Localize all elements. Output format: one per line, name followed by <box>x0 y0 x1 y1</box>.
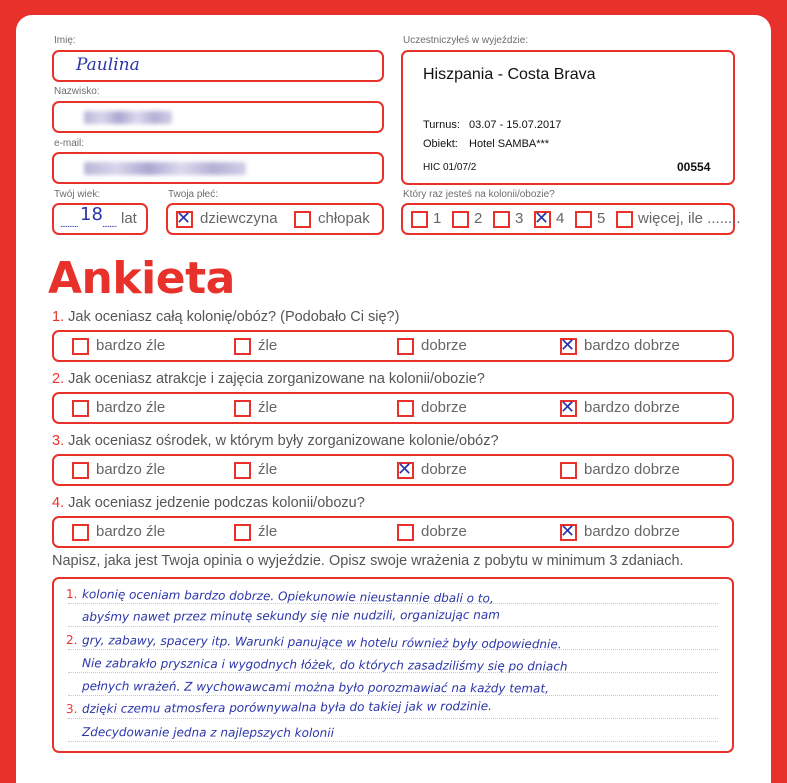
answer-checkbox-very-bad[interactable] <box>72 524 89 541</box>
check-mark-icon: ✕ <box>560 335 576 356</box>
question-number: 1. <box>52 309 65 325</box>
trip-box <box>401 50 735 185</box>
turnus-label: Turnus: <box>423 119 460 131</box>
question-number: 3. <box>52 433 65 449</box>
answer-checkbox-good[interactable] <box>397 524 414 541</box>
answer-option-bad: źle <box>258 337 278 354</box>
answer-row-4 <box>52 516 734 548</box>
answer-option-bad: źle <box>258 523 278 540</box>
answer-checkbox-bad[interactable] <box>234 400 251 417</box>
gender-label: Twoja płeć: <box>168 189 219 200</box>
surname-field[interactable] <box>52 101 384 133</box>
opinion-line-text: Nie zabrakło prysznica i wygodnych łóżek, do których zasadziliśmy się po dniach <box>81 656 568 674</box>
answer-checkbox-good[interactable] <box>397 459 414 480</box>
age-field[interactable] <box>52 203 148 235</box>
answer-row-1 <box>52 330 734 362</box>
opinion-line-text: gry, zabawy, spacery itp. Warunki panujące w hotelu również były odpowiednie. <box>81 633 562 652</box>
times-checkbox-more[interactable] <box>616 211 633 228</box>
trip-label: Uczestniczyłeś w wyjeździe: <box>403 35 529 46</box>
redacted-surname <box>84 111 172 124</box>
answer-option-good: dobrze <box>421 523 467 540</box>
age-label: Twój wiek: <box>54 189 101 200</box>
opinion-line-text: Zdecydowanie jedna z najlepszych kolonii <box>81 725 334 740</box>
opinion-line-text: kolonię oceniam bardzo dobrze. Opiekunowie nieustannie dbali o to, <box>81 587 494 606</box>
answer-row-2 <box>52 392 734 424</box>
times-checkbox-5[interactable] <box>575 211 592 228</box>
trip-code: HIC 01/07/2 <box>423 162 477 173</box>
check-mark-icon: ✕ <box>534 208 550 229</box>
times-label: Który raz jesteś na kolonii/obozie? <box>403 189 555 200</box>
question-text: Jak oceniasz całą kolonię/obóz? (Podobało Ci się?) <box>68 309 400 325</box>
age-dots: .......... <box>60 219 78 230</box>
question-number: 2. <box>52 371 65 387</box>
times-option-4: 4 <box>556 210 565 227</box>
name-label: Imię: <box>54 35 76 46</box>
times-checkbox-4[interactable] <box>534 208 551 229</box>
times-option-2: 2 <box>474 210 483 227</box>
opinion-line-2 <box>66 608 500 624</box>
check-mark-icon: ✕ <box>560 397 576 418</box>
question-number: 4. <box>52 495 65 511</box>
answer-row-3 <box>52 454 734 486</box>
age-unit: lat <box>121 210 137 227</box>
answer-checkbox-very-bad[interactable] <box>72 400 89 417</box>
answer-option-good: dobrze <box>421 399 467 416</box>
answer-option-very-bad: bardzo źle <box>96 337 166 354</box>
trip-destination: Hiszpania - Costa Brava <box>423 66 596 83</box>
times-checkbox-2[interactable] <box>452 211 469 228</box>
opinion-line-text: dzięki czemu atmosfera porównywalna była do takiej jak w rodzinie. <box>81 699 492 716</box>
writing-line <box>68 626 718 627</box>
gender-field <box>166 203 384 235</box>
answer-option-very-good: bardzo dobrze <box>584 337 680 354</box>
times-option-3: 3 <box>515 210 524 227</box>
opinion-prompt: Napisz, jaka jest Twoja opinia o wyjeździe. Opisz swoje wrażenia z pobytu w minimum 3 zdaniach. <box>52 553 684 569</box>
name-field[interactable] <box>52 50 384 82</box>
survey-title: Ankieta <box>48 253 235 304</box>
opinion-line-4 <box>66 656 568 674</box>
survey-sheet <box>16 15 771 783</box>
answer-checkbox-good[interactable] <box>397 338 414 355</box>
name-value: Paulina <box>76 55 140 75</box>
answer-checkbox-very-good[interactable] <box>560 335 577 356</box>
answer-option-very-good: bardzo dobrze <box>584 461 680 478</box>
answer-option-very-bad: bardzo źle <box>96 523 166 540</box>
question-2 <box>52 371 485 387</box>
answer-option-good: dobrze <box>421 337 467 354</box>
age-trailing-dots: ........ <box>102 219 117 230</box>
gender-checkbox-boy[interactable] <box>294 211 311 228</box>
gender-option-girl: dziewczyna <box>200 210 278 227</box>
answer-checkbox-very-good[interactable] <box>560 521 577 542</box>
answer-option-very-good: bardzo dobrze <box>584 523 680 540</box>
answer-checkbox-good[interactable] <box>397 400 414 417</box>
question-text: Jak oceniasz jedzenie podczas kolonii/obozu? <box>68 495 365 511</box>
writing-line <box>68 741 718 742</box>
question-text: Jak oceniasz atrakcje i zajęcia zorganizowane na kolonii/obozie? <box>68 371 485 387</box>
opinion-line-number: 1. <box>65 587 78 602</box>
object-label: Obiekt: <box>423 138 458 150</box>
age-value: 18 <box>80 204 103 225</box>
opinion-line-number: 3. <box>65 701 78 716</box>
answer-checkbox-bad[interactable] <box>234 524 251 541</box>
turnus-value: 03.07 - 15.07.2017 <box>469 119 562 131</box>
answer-option-bad: źle <box>258 461 278 478</box>
question-1 <box>52 309 399 325</box>
answer-option-bad: źle <box>258 399 278 416</box>
answer-checkbox-very-bad[interactable] <box>72 338 89 355</box>
check-mark-icon: ✕ <box>397 459 413 480</box>
check-mark-icon: ✕ <box>176 208 192 229</box>
opinion-line-7 <box>66 725 334 740</box>
times-checkbox-1[interactable] <box>411 211 428 228</box>
question-3 <box>52 433 499 449</box>
answer-option-very-bad: bardzo źle <box>96 399 166 416</box>
gender-checkbox-girl[interactable] <box>176 208 193 229</box>
object-value: Hotel SAMBA*** <box>469 138 550 150</box>
answer-option-very-good: bardzo dobrze <box>584 399 680 416</box>
times-option-5: 5 <box>597 210 606 227</box>
email-label: e-mail: <box>54 138 85 149</box>
answer-checkbox-very-good[interactable] <box>560 462 577 479</box>
question-4 <box>52 495 365 511</box>
answer-checkbox-bad[interactable] <box>234 338 251 355</box>
answer-checkbox-bad[interactable] <box>234 462 251 479</box>
opinion-line-text: abyśmy nawet przez minutę sekundy się nie nudzili, organizując nam <box>81 607 500 624</box>
email-field[interactable] <box>52 152 384 184</box>
opinion-line-6 <box>66 699 492 716</box>
trip-number: 00554 <box>677 160 711 174</box>
writing-line <box>68 695 718 696</box>
times-checkbox-3[interactable] <box>493 211 510 228</box>
writing-line <box>68 718 718 719</box>
check-mark-icon: ✕ <box>560 521 576 542</box>
times-option-more: więcej, ile ........ <box>638 210 741 227</box>
surname-label: Nazwisko: <box>54 86 100 97</box>
times-field <box>401 203 741 235</box>
redacted-email <box>84 162 246 175</box>
answer-checkbox-very-good[interactable] <box>560 397 577 418</box>
opinion-line-text: pełnych wrażeń. Z wychowawcami można było porozmawiać na każdy temat, <box>81 679 549 696</box>
gender-option-boy: chłopak <box>318 210 370 227</box>
answer-option-good: dobrze <box>421 461 467 478</box>
answer-option-very-bad: bardzo źle <box>96 461 166 478</box>
opinion-line-number: 2. <box>65 633 78 648</box>
question-text: Jak oceniasz ośrodek, w którym były zorganizowane kolonie/obóz? <box>68 433 499 449</box>
times-option-1: 1 <box>433 210 442 227</box>
opinion-line-5 <box>66 679 549 696</box>
answer-checkbox-very-bad[interactable] <box>72 462 89 479</box>
opinion-box[interactable] <box>52 577 734 753</box>
